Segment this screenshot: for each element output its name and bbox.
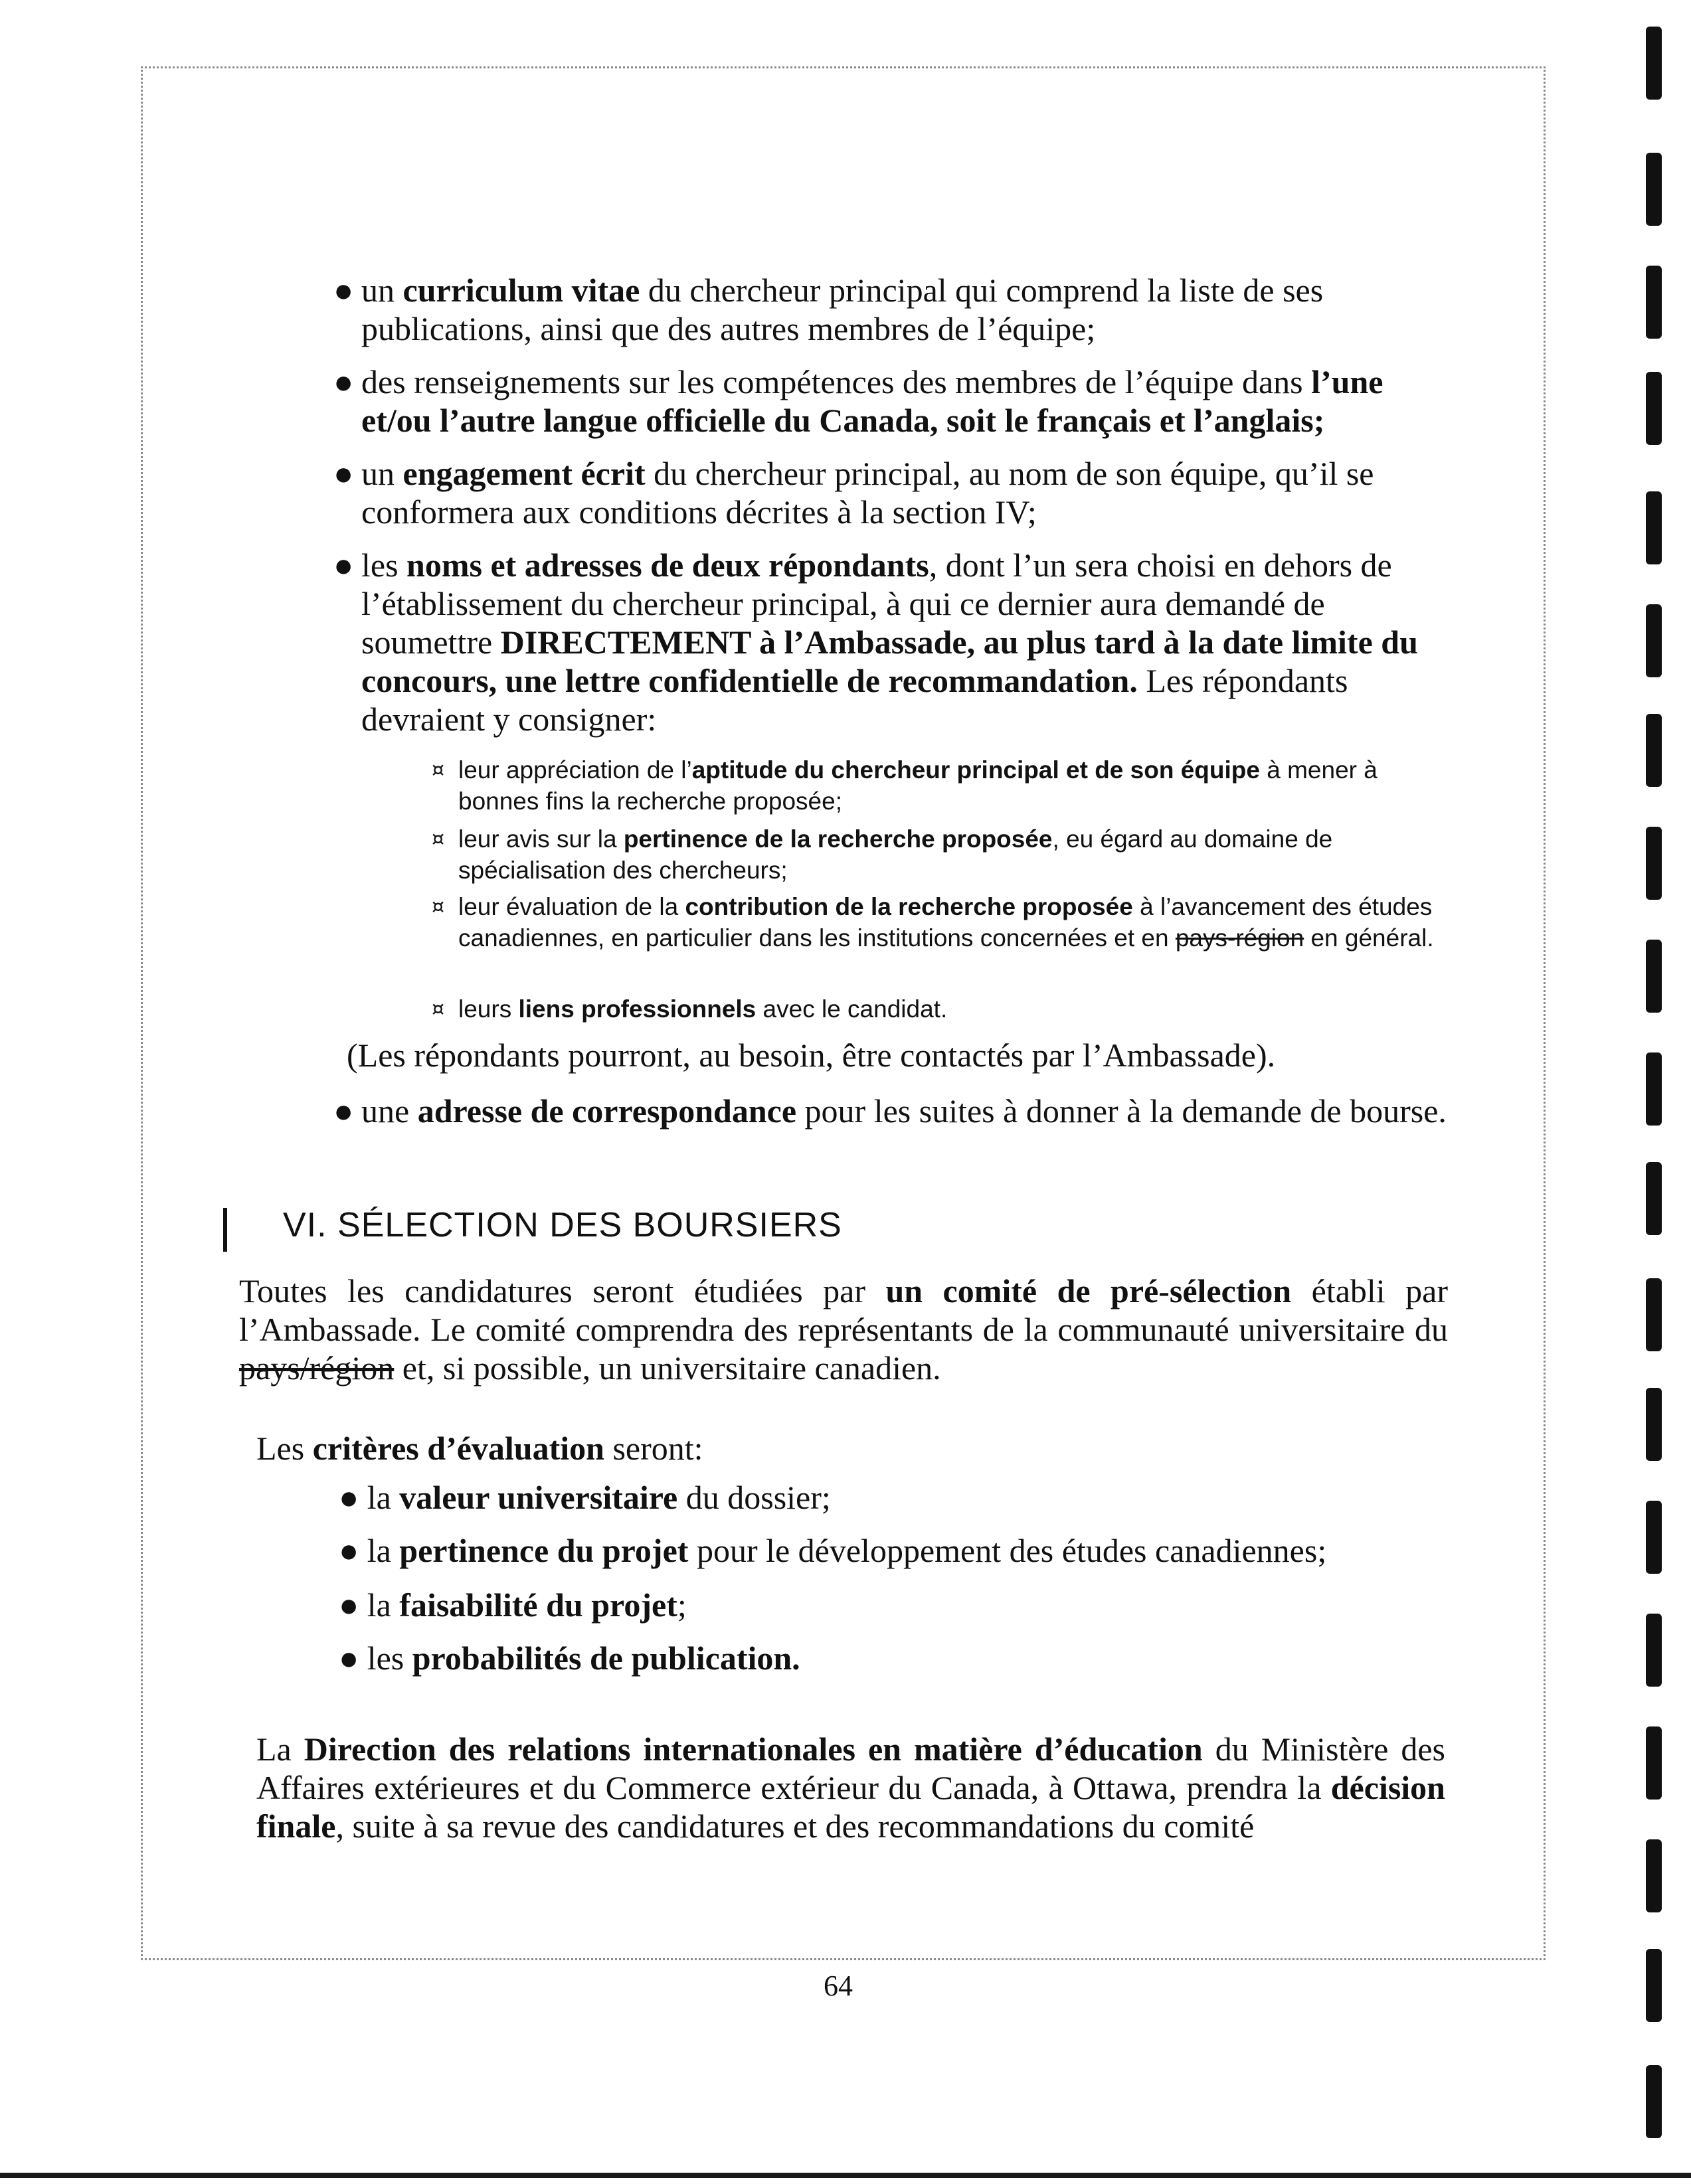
list-item-text: des renseignements sur les compétences des membres de l’équipe dans l’une et/ou l’autre langue officielle du Canada, soit le français et l’anglais;	[361, 363, 1383, 439]
bullet-icon: ●	[333, 546, 354, 584]
sub-list-item: ¤ leur appréciation de l’aptitude du chercheur principal et de son équipe à mener à bonnes fins la recherche proposée;	[458, 754, 1455, 817]
criteria-item: ● la valeur universitaire du dossier;	[339, 1479, 831, 1516]
bullet-icon: ●	[339, 1479, 359, 1516]
bullet-icon: ●	[333, 455, 354, 492]
bullet-icon: ●	[333, 272, 354, 309]
list-item	[333, 1092, 1456, 1130]
selection-intro: Toutes les candidatures seront étudiées par un comité de pré-sélection établi par l’Ambassade. Le comité comprendra des représentants de la communauté universitaire du pays/région et, si possible, un universitaire canadien.	[239, 1272, 1449, 1386]
list-item	[333, 271, 1456, 348]
sub-bullet-icon: ¤	[432, 827, 445, 851]
change-bar	[223, 1208, 227, 1252]
page-number: 64	[824, 1970, 853, 2002]
struck-text: pays-région	[1175, 924, 1304, 952]
contact-note: (Les répondants pourront, au besoin, être contactés par l’Ambassade).	[347, 1037, 1276, 1074]
sub-list-item: ¤ leur évaluation de la contribution de la recherche proposée à l’avancement des études canadiennes, en particulier dans les institutions concernées et en pays-région en général.	[458, 891, 1455, 954]
criteria-lead: Les critères d’évaluation seront:	[256, 1430, 703, 1467]
sub-bullet-icon: ¤	[432, 997, 445, 1021]
criteria-item: ● les probabilités de publication.	[339, 1639, 800, 1677]
list-item-text: un engagement écrit du chercheur principal, au nom de son équipe, qu’il se conformera aux conditions décrites à la section IV;	[361, 455, 1374, 531]
list-item	[333, 454, 1456, 531]
sub-list-item: ¤ leurs liens professionnels avec le candidat.	[458, 993, 1455, 1025]
sub-bullet-icon: ¤	[432, 895, 445, 918]
final-decision-paragraph: La Direction des relations internationales en matière d’éducation du Ministère des Affaires extérieures et du Commerce extérieur du Canada, à Ottawa, prendra la décision finale, suite à sa revue des candidatures et des recommandations du comité	[256, 1730, 1446, 1845]
list-item-text: les noms et adresses de deux répondants, dont l’un sera choisi en dehors de l’établissement du chercheur principal, à qui ce dernier aura demandé de soumettre DIRECTEMENT à l’Ambassade, au plus tard à la date limite du concours, une lettre confidentielle de recommandation. Les répondants devraient y consigner:	[361, 546, 1418, 738]
sub-bullet-icon: ¤	[432, 758, 445, 782]
list-item	[333, 546, 1456, 738]
section-heading: VI. SÉLECTION DES BOURSIERS	[223, 1205, 842, 1245]
bullet-icon: ●	[333, 1092, 354, 1130]
struck-text: pays/région	[239, 1349, 395, 1386]
bullet-icon: ●	[339, 1532, 359, 1569]
list-item-text: un curriculum vitae du chercheur principal qui comprend la liste de ses publications, ainsi que des autres membres de l’équipe;	[361, 272, 1324, 347]
bullet-icon: ●	[333, 363, 354, 400]
bullet-icon: ●	[339, 1586, 359, 1624]
bottom-rule	[0, 2173, 1691, 2178]
sub-list-item: ¤ leur avis sur la pertinence de la recherche proposée, eu égard au domaine de spécialisation des chercheurs;	[458, 823, 1455, 886]
binding-marks	[1646, 0, 1666, 2184]
criteria-item: ● la pertinence du projet pour le développement des études canadiennes;	[339, 1532, 1327, 1569]
bullet-icon: ●	[339, 1639, 359, 1677]
list-item-text: une adresse de correspondance pour les suites à donner à la demande de bourse.	[361, 1092, 1447, 1130]
list-item	[333, 363, 1456, 440]
criteria-item: ● la faisabilité du projet;	[339, 1586, 687, 1624]
